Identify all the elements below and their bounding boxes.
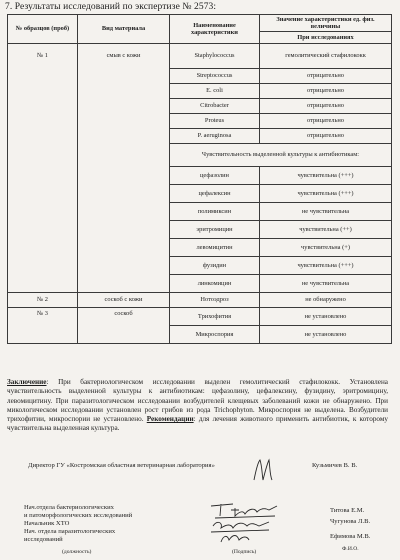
header-sample-no: № образцов (проб) (8, 15, 78, 44)
director-title: Директор ГУ «Костромская областная ветеринарная лаборатория» (28, 462, 215, 469)
heads-positions (24, 504, 194, 544)
director-signature (250, 456, 278, 484)
characteristic-cell: Нотоэдроз (170, 293, 260, 308)
header-material: Вид материала (78, 15, 170, 44)
characteristic-cell: Citrobacter (170, 99, 260, 114)
director-name: Кузьмичев В. В. (312, 462, 358, 469)
recommendation-text: : для лечения животного применить антибиотик, к которому чувствительна выделенная культура. (7, 415, 389, 433)
material: смыв с кожи (106, 52, 141, 59)
material: соскоб с кожи (78, 293, 170, 308)
conclusion-label: Заключение (7, 378, 47, 386)
antibiotic-cell: фузидин (170, 257, 260, 275)
header-row (8, 15, 392, 32)
table-row (8, 44, 392, 69)
value-cell: отрицательно (260, 84, 392, 99)
characteristic-cell: Микроспория (170, 326, 260, 344)
antibiotic-cell: полимиксин (170, 203, 260, 221)
name-efimova: Ефимова М.В. (330, 533, 371, 540)
header-value-sub: При исследованиях (260, 32, 392, 44)
sample-no: № 3 (8, 308, 78, 344)
conclusion-text: : При бактериологическом исследовании выделен гемолитический стафилококк. Установлена чувствительность выделенной культуры к антибиотикам: цефазолину, цефалексину, фузидину, эритромицину, левомицитину. При паразитологическом исследовании возбудителей клещевых заболеваний кожи не обнаружено. При микологическом исследовании установлен рост грибов из рода Trichophyton. Микроспория не выделена. Возбудители трихофитии, микроспории не установлено. (7, 378, 388, 424)
value-cell: чувствительна (+) (260, 239, 392, 257)
value-cell: не установлено (260, 326, 392, 344)
value-cell: не чувствительна (260, 203, 392, 221)
table-row (8, 144, 392, 167)
material-cell-cont (78, 144, 170, 293)
antibiotic-cell: цефалексин (170, 185, 260, 203)
results-table (7, 14, 392, 344)
heads-line: и патоморфологических исследований (24, 511, 133, 519)
value-cell: отрицательно (260, 69, 392, 84)
characteristic-cell: P. aeruginosa (170, 129, 260, 144)
recommendation-label: Рекомендации (146, 415, 194, 424)
header-value: Значение характеристики ед. физ. величины (260, 15, 392, 32)
table-row (8, 308, 392, 326)
value-cell: чувствительна (+++) (260, 257, 392, 275)
antibiotic-cell: цефазолин (170, 167, 260, 185)
signature-caption: (Подпись) (232, 549, 257, 555)
heads-line: Нач. отдела паразитологических (24, 527, 116, 535)
characteristic-cell: Staphylococcus (170, 44, 260, 69)
antibiotic-cell: левомицитин (170, 239, 260, 257)
value-cell: чувствительна (+++) (260, 167, 392, 185)
value-cell: отрицательно (260, 99, 392, 114)
heads-line: Начальник ХТО (24, 519, 70, 527)
value-cell: не обнаружено (260, 293, 392, 308)
name-caption: Ф.И.О. (342, 546, 359, 552)
material: соскоб (78, 308, 170, 344)
sample-no: № 1 (37, 52, 48, 59)
characteristic-cell: Proteus (170, 114, 260, 129)
handwritten-signatures (205, 500, 285, 548)
conclusion-paragraph (7, 378, 388, 434)
value-cell: гемолитический стафилококк (260, 44, 392, 69)
value-cell: отрицательно (260, 114, 392, 129)
material-cell (78, 44, 170, 144)
characteristic-cell: Трихофития (170, 308, 260, 326)
sample-no-cell-cont (8, 144, 78, 293)
header-characteristic: Наименование характеристики (170, 15, 260, 44)
position-caption: (должность) (62, 549, 92, 555)
sample-no-cell (8, 44, 78, 144)
value-cell: не установлено (260, 308, 392, 326)
table-row (8, 293, 392, 308)
name-chugunova: Чугунова Л.В. (330, 518, 371, 525)
antibiotic-cell: линкомицин (170, 275, 260, 293)
heads-line: исследований (24, 535, 63, 543)
value-cell: чувствительна (+++) (260, 185, 392, 203)
value-cell: не чувствительна (260, 275, 392, 293)
sample-no: № 2 (8, 293, 78, 308)
heads-line: Нач.отдела бактериологических (24, 504, 114, 511)
value-cell: отрицательно (260, 129, 392, 144)
section-heading: 7. Результаты исследований по экспертизе № 2573: (5, 2, 217, 12)
sensitivity-header: Чувствительность выделенной культуры к антибиотикам: (170, 144, 392, 167)
characteristic-cell: Streptococcus (170, 69, 260, 84)
antibiotic-cell: эритромицин (170, 221, 260, 239)
characteristic-cell: E. coli (170, 84, 260, 99)
name-titova: Титова Е.М. (330, 507, 365, 514)
value-cell: чувствительна (++) (260, 221, 392, 239)
